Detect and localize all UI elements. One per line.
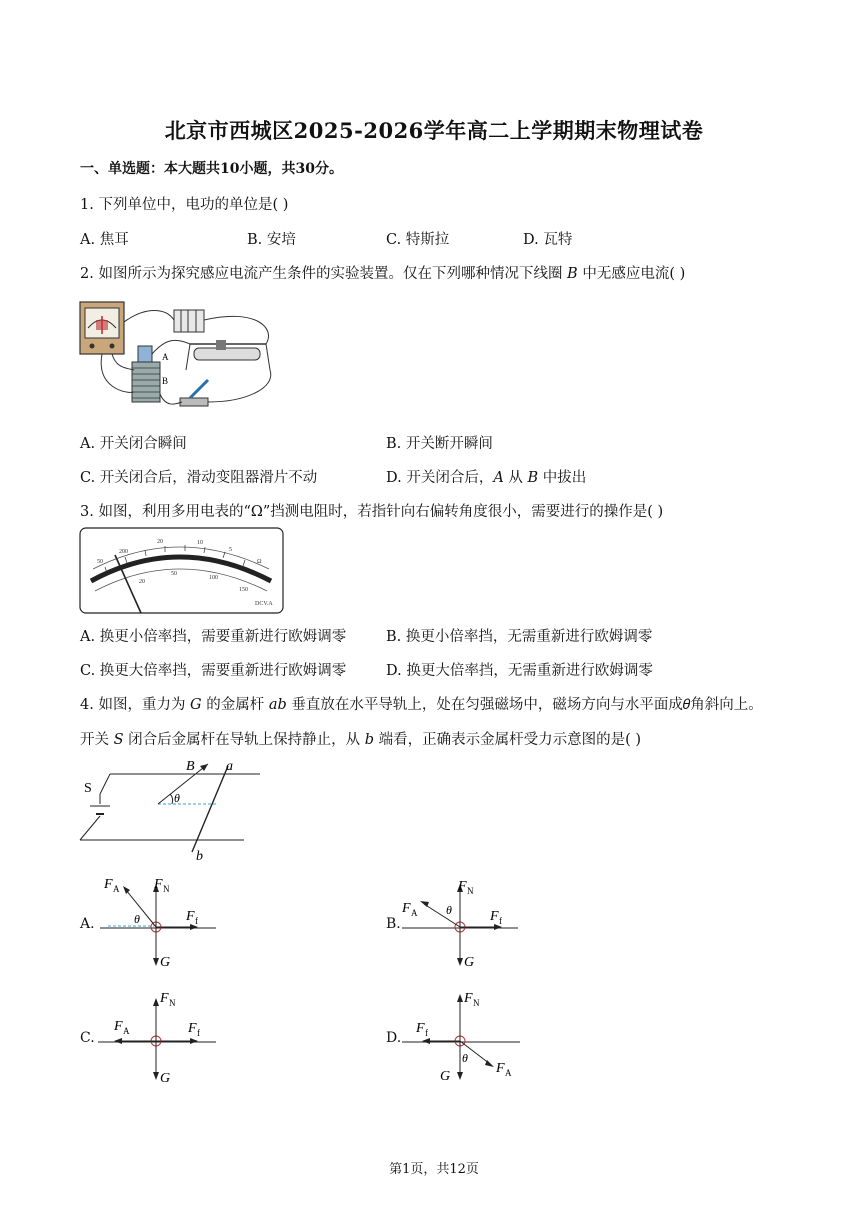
q2-option-c: C. 开关闭合后，滑动变阻器滑片不动 [80, 470, 318, 486]
q4-c-fn: F [160, 991, 169, 1006]
q4-a-theta: θ [134, 912, 140, 926]
q3-option-b: B. 换更小倍率挡，无需重新进行欧姆调零 [386, 629, 653, 645]
q4-option-c-label: C. [80, 1030, 95, 1046]
q4-b-ff: F [490, 909, 499, 924]
svg-text:20: 20 [157, 539, 163, 545]
svg-text:50: 50 [171, 571, 177, 577]
q1-stem: 1. 下列单位中，电功的单位是( ) [80, 197, 289, 213]
svg-text:5: 5 [229, 547, 232, 553]
q2-option-d: D. 开关闭合后，𝐴 从 𝐵 中拔出 [386, 470, 587, 486]
q1-option-c: C. 特斯拉 [386, 232, 450, 248]
section-heading: 一、单选题：本大题共10小题，共30分。 [80, 161, 343, 177]
q4-a-fa-sub: A [113, 884, 120, 894]
q2-stem: 2. 如图所示为探究感应电流产生条件的实验装置。仅在下列哪种情况下线圈 𝐵 中无感应电流( ) [80, 266, 686, 282]
q1-option-a: A. 焦耳 [80, 232, 129, 248]
q4-c-fa: F [114, 1019, 123, 1034]
q4-option-a-diagram [98, 872, 218, 972]
q4-a-g: G [160, 955, 171, 970]
q4-fig-label-theta: θ [174, 791, 180, 805]
q3-option-a: A. 换更小倍率挡，需要重新进行欧姆调零 [80, 629, 347, 645]
q4-d-ff-sub: f [425, 1028, 428, 1038]
svg-text:50: 50 [97, 559, 103, 565]
q1-option-b: B. 安培 [247, 232, 296, 248]
q4-stem-line2: 开关 𝑆 闭合后金属杆在导轨上保持静止，从 𝑏 端看，正确表示金属杆受力示意图的是( ) [80, 732, 642, 748]
svg-text:100: 100 [209, 575, 218, 581]
q4-fig-label-s: S [84, 781, 92, 796]
page-title: 北京市西城区2025-2026学年高二上学期期末物理试卷 [164, 118, 704, 143]
q4-fig-label-a: a [226, 759, 233, 774]
q4-d-ff: F [416, 1021, 425, 1036]
q4-b-fa-sub: A [411, 908, 418, 918]
q4-option-c-diagram [96, 986, 220, 1086]
q4-option-b-label: B. [386, 916, 401, 932]
q4-a-fn: F [154, 877, 163, 892]
q2-apparatus-figure [76, 298, 276, 413]
q4-option-b-diagram [400, 872, 522, 972]
q4-c-fa-sub: A [123, 1026, 130, 1036]
q4-b-fn-sub: N [467, 886, 474, 896]
q4-d-fn-sub: N [473, 998, 480, 1008]
q4-fig-label-field: B [186, 759, 195, 774]
q3-option-d: D. 换更大倍率挡，无需重新进行欧姆调零 [386, 663, 653, 679]
q4-a-ff: F [186, 909, 195, 924]
q4-c-ff: F [188, 1021, 197, 1036]
q2-option-b: B. 开关断开瞬间 [386, 436, 493, 452]
q4-d-fn: F [464, 991, 473, 1006]
q4-d-theta: θ [462, 1051, 468, 1065]
svg-text:Ω: Ω [257, 559, 262, 565]
q4-b-fa: F [402, 901, 411, 916]
svg-text:200: 200 [119, 549, 128, 555]
q4-b-fn: F [458, 879, 467, 894]
q4-option-a-label: A. [80, 916, 95, 932]
q4-a-fn-sub: N [163, 884, 170, 894]
q4-d-g: G [440, 1069, 451, 1084]
q1-option-d: D. 瓦特 [523, 232, 573, 248]
q3-meter-scale-figure [79, 527, 284, 614]
q4-fig-label-b-end: b [196, 849, 203, 862]
q4-d-fa-sub: A [505, 1068, 512, 1078]
q4-option-d-diagram [400, 986, 524, 1086]
q2-label-b: B [162, 376, 169, 386]
svg-text:10: 10 [197, 540, 203, 546]
q4-a-ff-sub: f [195, 916, 198, 926]
svg-text:20: 20 [139, 579, 145, 585]
q4-option-d-label: D. [386, 1030, 402, 1046]
q4-d-fa: F [496, 1061, 505, 1076]
q4-rail-figure [76, 756, 272, 862]
q4-b-theta: θ [446, 903, 452, 917]
q2-label-a: A [162, 352, 169, 362]
q3-option-c: C. 换更大倍率挡，需要重新进行欧姆调零 [80, 663, 347, 679]
q3-stem: 3. 如图，利用多用电表的“Ω”挡测电阻时，若指针向右偏转角度很小，需要进行的操作是( ) [80, 504, 664, 520]
q4-c-fn-sub: N [169, 998, 176, 1008]
page-footer: 第1页，共12页 [389, 1162, 479, 1177]
q4-a-fa: F [104, 877, 113, 892]
q4-c-ff-sub: f [197, 1028, 200, 1038]
svg-text:150: 150 [239, 587, 248, 593]
q4-c-g: G [160, 1071, 171, 1086]
q4-b-g: G [464, 955, 475, 970]
q4-stem-line1: 4. 如图，重力为 𝐺 的金属杆 𝑎𝑏 垂直放在水平导轨上，处在匀强磁场中，磁场方向与水平面成𝜃角斜向上。 [80, 697, 763, 713]
q4-b-ff-sub: f [499, 916, 502, 926]
q2-option-a: A. 开关闭合瞬间 [80, 436, 187, 452]
q3-scale-mark: DCV.A [255, 601, 273, 607]
